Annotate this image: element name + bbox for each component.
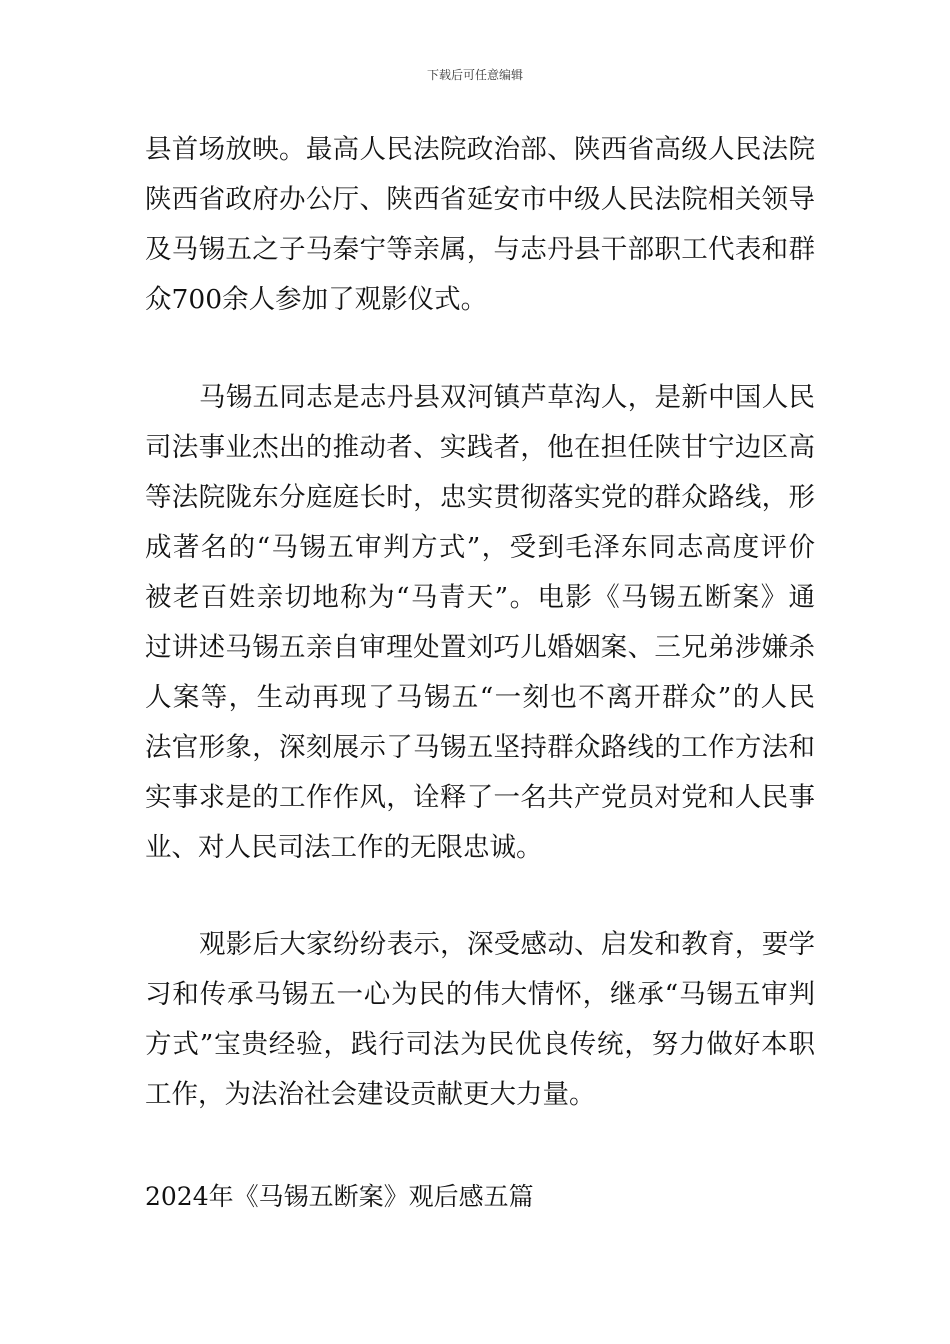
paragraph-line: 法官形象，深刻展示了马锡五坚持群众路线的工作方法和 — [145, 732, 815, 763]
paragraph-line: 工作，为法治社会建设贡献更大力量。 — [145, 1079, 596, 1110]
section-heading: 2024年《马锡五断案》观后感五篇 — [145, 1182, 534, 1211]
paragraph-3 — [145, 920, 815, 1120]
paragraph-line: 习和传承马锡五一心为民的伟大情怀，继承“马锡五审判 — [145, 979, 815, 1010]
paragraph-line: 及马锡五之子马秦宁等亲属，与志丹县干部职工代表和群 — [145, 234, 815, 265]
paragraph-line: 方式”宝贵经验，践行司法为民优良传统，努力做好本职 — [145, 1029, 815, 1060]
paragraph-line: 被老百姓亲切地称为“马青天”。电影《马锡五断案》通 — [145, 582, 815, 613]
page-header: 下载后可任意编辑 — [426, 68, 523, 82]
paragraph-2 — [145, 373, 815, 873]
paragraph-line: 人案等，生动再现了马锡五“一刻也不离开群众”的人民 — [145, 682, 815, 713]
paragraph-line: 等法院陇东分庭庭长时，忠实贯彻落实党的群众路线，形 — [145, 482, 815, 513]
paragraph-line: 马锡五同志是志丹县双河镇芦草沟人，是新中国人民 — [199, 382, 815, 413]
paragraph-line: 成著名的“马锡五审判方式”，受到毛泽东同志高度评价 — [145, 532, 815, 563]
paragraph-line: 司法事业杰出的推动者、实践者，他在担任陕甘宁边区高 — [145, 432, 815, 463]
paragraph-line: 陕西省政府办公厅、陕西省延安市中级人民法院相关领导 — [145, 184, 815, 215]
paragraph-1 — [145, 125, 815, 325]
paragraph-line: 观影后大家纷纷表示，深受感动、启发和教育，要学 — [199, 929, 815, 960]
paragraph-line: 众700余人参加了观影仪式。 — [145, 284, 488, 315]
paragraph-line: 县首场放映。最高人民法院政治部、陕西省高级人民法院 — [145, 134, 815, 165]
paragraph-line: 业、对人民司法工作的无限忠诚。 — [145, 832, 543, 863]
paragraph-line: 过讲述马锡五亲自审理处置刘巧儿婚姻案、三兄弟涉嫌杀 — [145, 632, 815, 663]
paragraph-line: 实事求是的工作作风，诠释了一名共产党员对党和人民事 — [145, 782, 815, 813]
